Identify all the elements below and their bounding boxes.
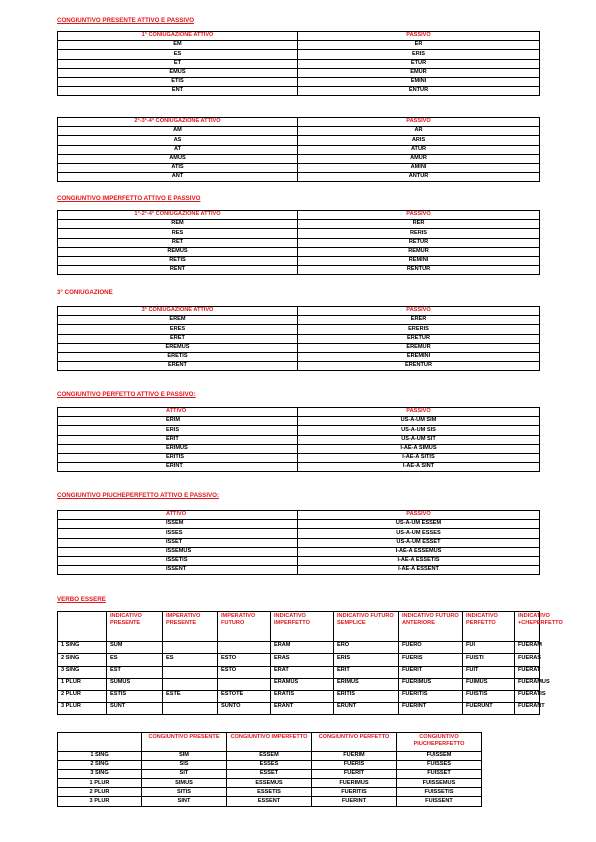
table-cell: I-AE-A ESSEMUS xyxy=(298,547,540,556)
table-row xyxy=(58,77,540,86)
table-cell: FUERAS xyxy=(515,654,540,666)
table-row xyxy=(58,678,540,690)
table-row xyxy=(58,435,540,444)
table-row xyxy=(58,556,540,565)
table-row xyxy=(58,145,540,154)
table-cell: ESSETIS xyxy=(227,788,312,797)
table-cell: ERETUR xyxy=(298,334,540,343)
table-cell: ENTUR xyxy=(298,87,540,96)
table-cell: ERIM xyxy=(58,417,298,426)
table-cell: FUERATIS xyxy=(515,690,540,702)
row-label: 2 PLUR xyxy=(58,788,142,797)
table-cell: I-AE-A SINT xyxy=(298,463,540,472)
table-cell: ER xyxy=(298,41,540,50)
table-cell: RETIS xyxy=(58,256,298,265)
table-cell: FUISSEMUS xyxy=(397,779,482,788)
table-cell: FUERIMUS xyxy=(399,678,463,690)
table-row xyxy=(58,770,482,779)
header-cell: CONGIUNTIVO IMPERFETTO xyxy=(227,733,312,752)
table-cell: EREMINI xyxy=(298,352,540,361)
table-cell: ERUNT xyxy=(334,703,399,715)
table-row xyxy=(58,690,540,702)
table-cell: EMUS xyxy=(58,68,298,77)
table-row xyxy=(58,566,540,575)
table-cell: FUERIMUS xyxy=(312,779,397,788)
table-cell: FUISSENT xyxy=(397,797,482,806)
table-cell: ERES xyxy=(58,325,298,334)
table-cell: ISSEMUS xyxy=(58,547,298,556)
header-cell: INDICATIVO +CHEPERFETTO xyxy=(515,612,540,642)
table-row xyxy=(58,334,540,343)
table-cell: FUERANT xyxy=(515,703,540,715)
table-header-row xyxy=(58,32,540,41)
table-row xyxy=(58,256,540,265)
table-header-row xyxy=(58,307,540,316)
table-cell: ERAM xyxy=(271,642,334,654)
header-cell xyxy=(58,733,142,752)
table-cell: FUISSES xyxy=(397,761,482,770)
table-cell: FUERAMUS xyxy=(515,678,540,690)
section5-title: VERBO ESSERE xyxy=(57,596,106,603)
table-row xyxy=(58,220,540,229)
table-cell: EREMUS xyxy=(58,343,298,352)
header-cell: IMPERATIVO FUTURO xyxy=(218,612,271,642)
table-row xyxy=(58,797,482,806)
table-cell: I-AE-A SIMUS xyxy=(298,444,540,453)
table-cell: FUERAM xyxy=(515,642,540,654)
table-cell: SIMUS xyxy=(142,779,227,788)
table-cell: ENT xyxy=(58,87,298,96)
imperfetto-table-1 xyxy=(57,210,540,275)
header-cell: ATTIVO xyxy=(58,511,298,520)
table-cell: I-AE-A ESSENT xyxy=(298,566,540,575)
table-cell: ESSET xyxy=(227,770,312,779)
table-cell: ATUR xyxy=(298,145,540,154)
table-cell: SIM xyxy=(142,752,227,761)
table-cell: ERITIS xyxy=(334,690,399,702)
table-cell xyxy=(163,703,218,715)
table-row xyxy=(58,538,540,547)
table-row xyxy=(58,229,540,238)
table-cell: ERIS xyxy=(58,426,298,435)
table-row xyxy=(58,444,540,453)
table-cell: ERITIS xyxy=(58,453,298,462)
table-cell: FUERIS xyxy=(312,761,397,770)
table-cell: ERAMUS xyxy=(271,678,334,690)
table-cell: AMUS xyxy=(58,154,298,163)
table-cell: ERIT xyxy=(334,666,399,678)
header-cell: CONGIUNTIVO PRESENTE xyxy=(142,733,227,752)
table-cell: ES xyxy=(163,654,218,666)
table-row xyxy=(58,59,540,68)
section2-title: CONGIUNTIVO IMPERFETTO ATTIVO E PASSIVO xyxy=(57,195,201,202)
imperfetto-table-2 xyxy=(57,306,540,371)
table-cell: AM xyxy=(58,127,298,136)
table-row xyxy=(58,779,482,788)
table-row xyxy=(58,41,540,50)
header-cell: INDICATIVO PRESENTE xyxy=(107,612,163,642)
table-cell: ETUR xyxy=(298,59,540,68)
table-cell: EM xyxy=(58,41,298,50)
essere-indicativo-table xyxy=(57,611,563,715)
header-cell: IMPERATIVO PRESENTE xyxy=(163,612,218,642)
table-row xyxy=(58,352,540,361)
table-row xyxy=(58,50,540,59)
table-cell: ANT xyxy=(58,173,298,182)
row-label: 1 SING xyxy=(58,752,142,761)
header-cell: INDICATIVO PERFETTO xyxy=(463,612,515,642)
table-row xyxy=(58,642,540,654)
table-cell: ERATIS xyxy=(271,690,334,702)
piucheperfetto-table xyxy=(57,510,540,575)
table-cell: RENT xyxy=(58,266,298,275)
table-cell xyxy=(163,642,218,654)
table-header-row xyxy=(58,511,540,520)
section2-subtitle: 3° CONIUGAZIONE xyxy=(57,289,113,296)
table-cell xyxy=(218,678,271,690)
table-row xyxy=(58,426,540,435)
header-cell: ATTIVO xyxy=(58,408,298,417)
table-cell: EST xyxy=(107,666,163,678)
row-label: 1 PLUR xyxy=(58,779,142,788)
table-cell: SINT xyxy=(142,797,227,806)
table-cell: ERERIS xyxy=(298,325,540,334)
table-cell: ISSENT xyxy=(58,566,298,575)
table-cell: FUERAT xyxy=(515,666,540,678)
table-cell: ES xyxy=(107,654,163,666)
table-cell: FUERIS xyxy=(399,654,463,666)
table-row xyxy=(58,529,540,538)
row-label: 3 SING xyxy=(58,666,107,678)
header-cell: CONGIUNTIVO PERFETTO xyxy=(312,733,397,752)
table-cell: SUNTO xyxy=(218,703,271,715)
header-cell: PASSIVO xyxy=(298,511,540,520)
table-cell: ERINT xyxy=(58,463,298,472)
table-row xyxy=(58,520,540,529)
table-cell: ESTO xyxy=(218,654,271,666)
table-row xyxy=(58,87,540,96)
table-row xyxy=(58,154,540,163)
table-cell: US-A-UM ESSEM xyxy=(298,520,540,529)
table-row xyxy=(58,362,540,371)
table-cell: ERANT xyxy=(271,703,334,715)
table-cell: FUISSEM xyxy=(397,752,482,761)
table-cell: AMUR xyxy=(298,154,540,163)
presente-table-1 xyxy=(57,31,540,96)
table-cell: ESSEM xyxy=(227,752,312,761)
table-cell: AS xyxy=(58,136,298,145)
table-cell: FUISTI xyxy=(463,654,515,666)
header-cell: 2°-3°-4° CONIUGAZIONE ATTIVO xyxy=(58,118,298,127)
header-cell: INDICATIVO FUTURO ANTERIORE xyxy=(399,612,463,642)
table-cell: ERENT xyxy=(58,362,298,371)
row-label: 1 PLUR xyxy=(58,678,107,690)
header-cell: CONGIUNTIVO PIUCHEPERFETTO xyxy=(397,733,482,752)
table-cell: SUM xyxy=(107,642,163,654)
table-cell: ISSET xyxy=(58,538,298,547)
row-label: 3 SING xyxy=(58,770,142,779)
table-cell: I-AE-A ESSETIS xyxy=(298,556,540,565)
table-cell: RENTUR xyxy=(298,266,540,275)
table-cell: ERETIS xyxy=(58,352,298,361)
table-cell: FUERINT xyxy=(399,703,463,715)
header-cell: 1°-2°-4° CONIUGAZIONE ATTIVO xyxy=(58,211,298,220)
table-cell: FUISTIS xyxy=(463,690,515,702)
table-cell: AMINI xyxy=(298,163,540,172)
table-cell: AT xyxy=(58,145,298,154)
table-cell: ERO xyxy=(334,642,399,654)
table-row xyxy=(58,453,540,462)
section4-title: CONGIUNTIVO PIUCHEPERFETTO ATTIVO E PASSIVO: xyxy=(57,492,220,499)
table-cell: ERIMUS xyxy=(334,678,399,690)
table-row xyxy=(58,417,540,426)
table-cell: FUI xyxy=(463,642,515,654)
table-cell: FUERINT xyxy=(312,797,397,806)
table-row xyxy=(58,463,540,472)
table-cell: SUNT xyxy=(107,703,163,715)
table-cell: RER xyxy=(298,220,540,229)
table-row xyxy=(58,173,540,182)
table-row xyxy=(58,266,540,275)
header-cell: PASSIVO xyxy=(298,32,540,41)
table-cell: RETUR xyxy=(298,238,540,247)
table-cell: US-A-UM ESSES xyxy=(298,529,540,538)
table-cell: ERAS xyxy=(271,654,334,666)
table-cell xyxy=(163,678,218,690)
table-cell: ERET xyxy=(58,334,298,343)
table-cell: REMUS xyxy=(58,247,298,256)
table-cell: ESTOTE xyxy=(218,690,271,702)
table-cell: I-AE-A SITIS xyxy=(298,453,540,462)
table-row xyxy=(58,136,540,145)
perfetto-table xyxy=(57,407,540,472)
header-cell: PASSIVO xyxy=(298,211,540,220)
header-cell xyxy=(58,612,107,642)
table-cell: FUERITIS xyxy=(399,690,463,702)
table-cell: ERER xyxy=(298,316,540,325)
table-row xyxy=(58,654,540,666)
header-cell: INDICATIVO IMPERFETTO xyxy=(271,612,334,642)
table-cell: ERIS xyxy=(298,50,540,59)
section1-title: CONGIUNTIVO PRESENTE ATTIVO E PASSIVO xyxy=(57,17,195,24)
table-cell: ESSENT xyxy=(227,797,312,806)
table-cell: FUIT xyxy=(463,666,515,678)
table-cell: ANTUR xyxy=(298,173,540,182)
table-row xyxy=(58,703,540,715)
table-cell: ISSES xyxy=(58,529,298,538)
table-cell: ES xyxy=(58,50,298,59)
row-label: 2 SING xyxy=(58,761,142,770)
table-cell: ATIS xyxy=(58,163,298,172)
table-cell: US-A-UM ESSET xyxy=(298,538,540,547)
header-cell: PASSIVO xyxy=(298,307,540,316)
table-cell: ESSEMUS xyxy=(227,779,312,788)
table-cell: FUERIT xyxy=(312,770,397,779)
table-row xyxy=(58,788,482,797)
table-cell: ERIS xyxy=(334,654,399,666)
table-cell xyxy=(218,642,271,654)
section3-title: CONGIUNTIVO PERFETTO ATTIVO E PASSIVO: xyxy=(57,391,196,398)
table-cell: REM xyxy=(58,220,298,229)
table-header-row xyxy=(58,733,482,752)
table-cell: US-A-UM SIM xyxy=(298,417,540,426)
table-cell: ARIS xyxy=(298,136,540,145)
header-cell: PASSIVO xyxy=(298,408,540,417)
table-row xyxy=(58,238,540,247)
table-cell xyxy=(163,666,218,678)
row-label: 2 SING xyxy=(58,654,107,666)
essere-congiuntivo-table xyxy=(57,732,482,807)
table-cell: ERENTUR xyxy=(298,362,540,371)
table-row xyxy=(58,68,540,77)
table-cell: ESTO xyxy=(218,666,271,678)
header-cell: 3° CONIUGAZIONE ATTIVO xyxy=(58,307,298,316)
table-cell: ESTIS xyxy=(107,690,163,702)
table-cell: US-A-UM SIS xyxy=(298,426,540,435)
table-cell: SUMUS xyxy=(107,678,163,690)
table-header-row xyxy=(58,211,540,220)
table-cell: RET xyxy=(58,238,298,247)
table-header-row xyxy=(58,612,540,642)
row-label: 3 PLUR xyxy=(58,797,142,806)
row-label: 2 PLUR xyxy=(58,690,107,702)
table-cell: FUISSETIS xyxy=(397,788,482,797)
table-cell: ISSEM xyxy=(58,520,298,529)
table-header-row xyxy=(58,118,540,127)
table-cell: EREMUR xyxy=(298,343,540,352)
table-cell: FUERO xyxy=(399,642,463,654)
table-row xyxy=(58,163,540,172)
table-cell: EMINI xyxy=(298,77,540,86)
table-cell: REMINI xyxy=(298,256,540,265)
table-cell: SIS xyxy=(142,761,227,770)
table-cell: SIT xyxy=(142,770,227,779)
row-label: 1 SING xyxy=(58,642,107,654)
table-cell: ISSETIS xyxy=(58,556,298,565)
table-cell: ERAT xyxy=(271,666,334,678)
table-cell: FUERIM xyxy=(312,752,397,761)
table-cell: FUISSET xyxy=(397,770,482,779)
table-cell: US-A-UM SIT xyxy=(298,435,540,444)
table-cell: EMUR xyxy=(298,68,540,77)
row-label: 3 PLUR xyxy=(58,703,107,715)
table-cell: FUERUNT xyxy=(463,703,515,715)
header-cell: PASSIVO xyxy=(298,118,540,127)
header-cell: INDICATIVO FUTURO SEMPLICE xyxy=(334,612,399,642)
table-cell: SITIS xyxy=(142,788,227,797)
table-row xyxy=(58,547,540,556)
table-cell: EREM xyxy=(58,316,298,325)
table-row xyxy=(58,325,540,334)
table-header-row xyxy=(58,408,540,417)
table-row xyxy=(58,752,482,761)
table-cell: FUERITIS xyxy=(312,788,397,797)
table-row xyxy=(58,247,540,256)
table-row xyxy=(58,761,482,770)
header-cell: 1° CONIUGAZIONE ATTIVO xyxy=(58,32,298,41)
table-cell: ERIT xyxy=(58,435,298,444)
table-cell: RES xyxy=(58,229,298,238)
table-cell: FUIMUS xyxy=(463,678,515,690)
table-cell: ESSES xyxy=(227,761,312,770)
table-cell: FUERIT xyxy=(399,666,463,678)
table-cell: RERIS xyxy=(298,229,540,238)
table-cell: ESTE xyxy=(163,690,218,702)
table-cell: REMUR xyxy=(298,247,540,256)
table-cell: ET xyxy=(58,59,298,68)
table-row xyxy=(58,127,540,136)
table-row xyxy=(58,343,540,352)
presente-table-2 xyxy=(57,117,540,182)
table-cell: AR xyxy=(298,127,540,136)
table-cell: ERIMUS xyxy=(58,444,298,453)
table-cell: ETIS xyxy=(58,77,298,86)
table-row xyxy=(58,316,540,325)
table-row xyxy=(58,666,540,678)
